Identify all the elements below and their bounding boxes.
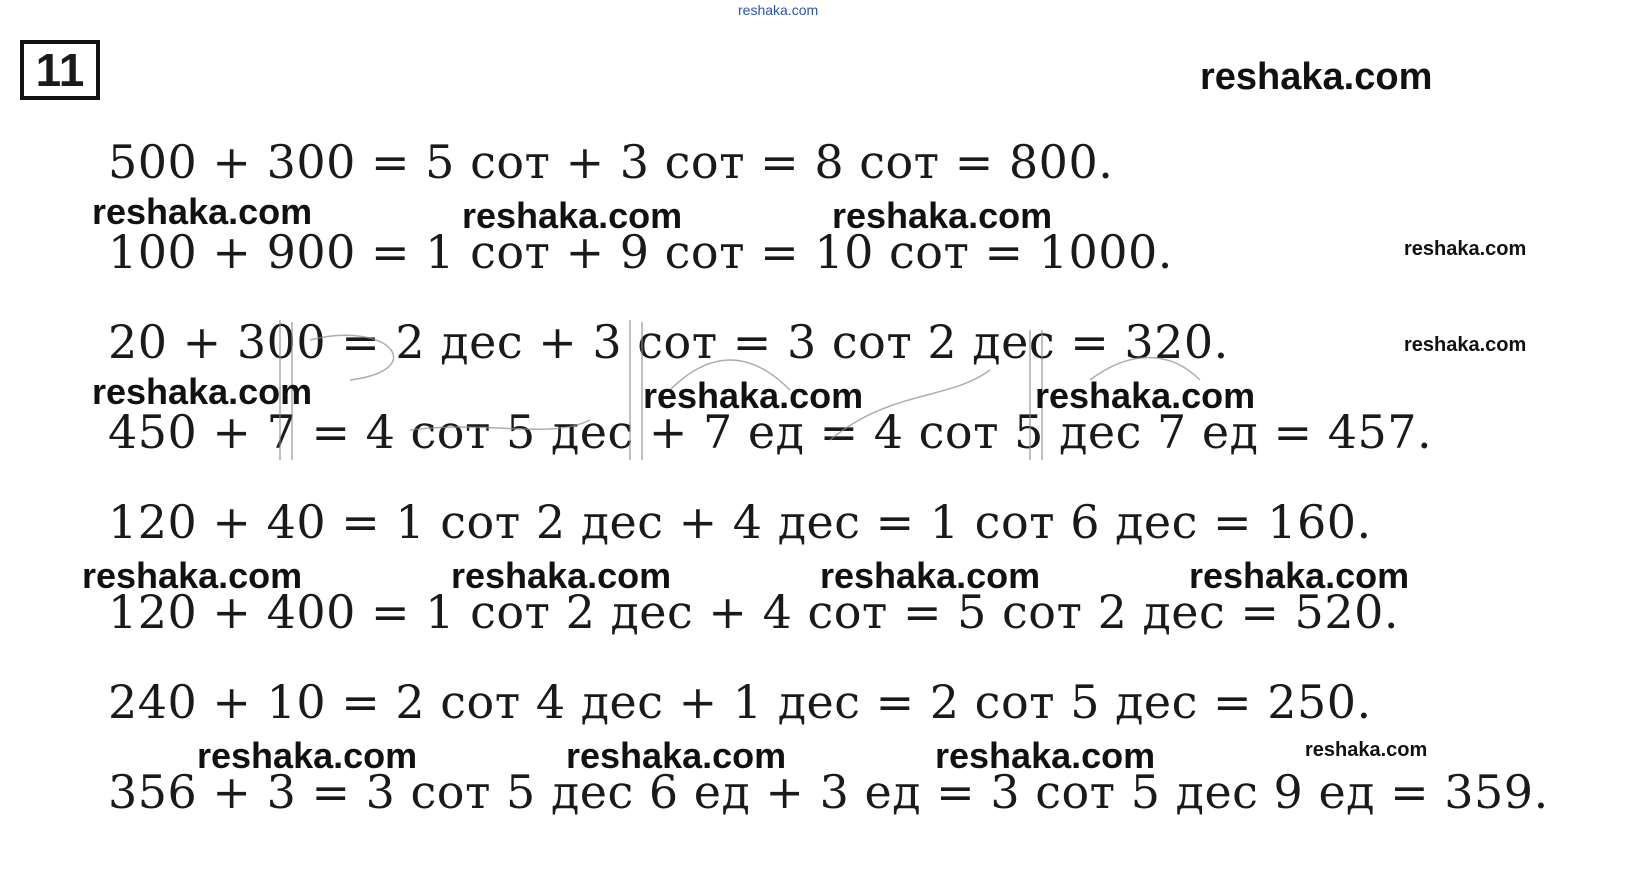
equation-line: 120 + 400 = 1 сот 2 дес + 4 сот = 5 сот 2 дес = 520. (108, 585, 1399, 639)
watermark: reshaka.com (935, 735, 1156, 776)
equation-line: 100 + 900 = 1 сот + 9 сот = 10 сот = 1000. (108, 225, 1173, 279)
watermark: reshaka.com (1035, 375, 1256, 416)
equation-line: 356 + 3 = 3 сот 5 дес 6 ед + 3 ед = 3 сот 5 дес 9 ед = 359. (108, 765, 1549, 819)
task-number-box: 11 (20, 40, 100, 100)
watermark: reshaka.com (1189, 555, 1410, 596)
watermark: reshaka.com (197, 735, 418, 776)
watermark-small: reshaka.com (1305, 739, 1428, 761)
equation-line: 20 + 300 = 2 дес + 3 сот = 3 сот 2 дес = 320. (108, 315, 1229, 369)
watermark-small: reshaka.com (1404, 334, 1527, 356)
watermark: reshaka.com (462, 195, 683, 236)
watermark: reshaka.com (643, 375, 864, 416)
watermark: reshaka.com (92, 371, 313, 412)
watermark-top: reshaka.com (738, 2, 819, 18)
watermark: reshaka.com (82, 555, 303, 596)
watermark: reshaka.com (820, 555, 1041, 596)
watermark: reshaka.com (92, 191, 313, 232)
equation-line: 120 + 40 = 1 сот 2 дес + 4 дес = 1 сот 6 дес = 160. (108, 495, 1372, 549)
equation-line: 240 + 10 = 2 сот 4 дес + 1 дес = 2 сот 5 дес = 250. (108, 675, 1372, 729)
watermark: reshaka.com (451, 555, 672, 596)
watermark: reshaka.com (1200, 56, 1433, 98)
equation-line: 500 + 300 = 5 сот + 3 сот = 8 сот = 800. (108, 135, 1114, 189)
watermark: reshaka.com (832, 195, 1053, 236)
watermark-small: reshaka.com (1404, 238, 1527, 260)
equation-line: 450 + 7 = 4 сот 5 дес + 7 ед = 4 сот 5 дес 7 ед = 457. (108, 405, 1433, 459)
watermark: reshaka.com (566, 735, 787, 776)
